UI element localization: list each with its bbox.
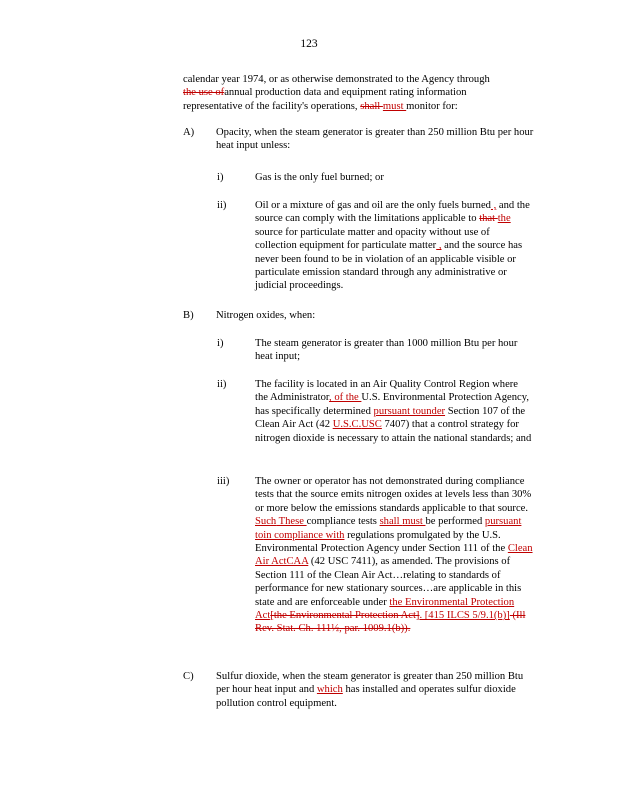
text-run: has installed and operates sulfur dioxide pollution control equipment.: [216, 684, 516, 709]
inserted-text: Clean Air Act: [255, 543, 533, 568]
text-run: and the source has never been found to be in violation of an applicable visible or particulate emission standard through any administrative or judicial proceedings.: [255, 240, 523, 292]
text-run: 7407) that a control strategy for nitrogen dioxide is necessary to attain the national standards; and: [255, 419, 532, 444]
section-b-iii-label: iii): [217, 476, 230, 487]
section-c-text: [216, 670, 538, 710]
text-run: The facility is located in an Air Quality Control Region where the Administrator: [255, 379, 519, 404]
inserted-text: U.S.C.: [332, 419, 362, 431]
inserted-text: in compliance with: [263, 529, 345, 541]
deleted-text: the use of: [183, 87, 225, 99]
text-run: (42 USC 7411), as amended. The provisions of Section 111 of the Clean Air Act…relating to standards of performance for new stationary sources…are applicable in this state and are enforceable under: [255, 556, 522, 608]
section-a-i-label: i): [217, 172, 224, 183]
intro-line-1: calendar year 1974, or as otherwise demonstrated to the Agency through: [183, 74, 490, 85]
inserted-text: pursuant to: [255, 516, 522, 541]
text-run: Sulfur dioxide, when the steam generator is greater than 250 million Btu per hour heat input and: [216, 671, 524, 696]
text-run: Section 107 of the Clean Air Act (42: [255, 405, 526, 431]
inserted-text: . [415 ILCS 5/9.1(b)]: [419, 610, 510, 622]
section-a-ii-label: ii): [217, 200, 227, 211]
section-b-label: B): [183, 310, 194, 321]
inserted-text: must: [402, 516, 426, 528]
intro-text: monitor for:: [406, 100, 458, 112]
section-a-i-text: Gas is the only fuel burned; or: [255, 172, 384, 183]
intro-line-3: [183, 100, 538, 113]
text-run: The owner or operator has not demonstrated during compliance tests that the source emits nitrogen oxides at levels less than 30% or more below the emissions standards applicable to that source.: [255, 476, 532, 514]
text-run: regulations promulgated by the U.S. Environmental Protection Agency under Section 111 of the: [255, 529, 508, 555]
inserted-text: must: [382, 100, 407, 112]
inserted-text: pursuant to: [373, 405, 421, 417]
section-a-ii-text: [255, 199, 533, 293]
section-a-label: A): [183, 127, 195, 138]
inserted-text: ,: [490, 200, 497, 211]
intro-paragraph: [183, 73, 538, 113]
section-b-ii-text: [255, 378, 533, 445]
inserted-text: shall: [379, 516, 403, 528]
text-run: be performed: [425, 516, 485, 528]
inserted-text: ,: [436, 240, 442, 252]
inserted-text: USC: [361, 419, 382, 431]
intro-line-2: [183, 86, 538, 99]
section-b-i-text: The steam generator is greater than 1000 million Btu per hour heat input;: [255, 338, 518, 363]
inserted-text: Such: [255, 516, 277, 528]
text-run: compliance tests: [306, 516, 380, 528]
inserted-text: the Environmental Protection Act: [255, 596, 515, 622]
section-b-i-label: i): [217, 338, 224, 349]
section-b-text: Nitrogen oxides, when:: [216, 310, 316, 321]
page-number: 123: [300, 38, 318, 50]
inserted-text: , of the: [329, 392, 362, 404]
deleted-text: shall: [360, 100, 383, 112]
section-b-iii-text: [255, 475, 533, 636]
deleted-text: (Ill Rev. Stat. Ch. 111½, par. 1009.1(b)).: [255, 610, 526, 635]
intro-text: annual production data and equipment rating information: [224, 87, 467, 99]
inserted-text: CAA: [286, 556, 309, 568]
inserted-text: under: [420, 405, 446, 417]
inserted-text: which: [316, 684, 343, 696]
text-run: and the source can comply with the limitations applicable to: [255, 200, 530, 225]
section-b-ii-label: ii): [217, 379, 227, 390]
inserted-text: the: [497, 213, 511, 225]
text-run: U.S. Environmental Protection Agency, has specifically determined: [255, 392, 530, 417]
text-run: Oil or a mixture of gas and oil are the only fuels burned: [255, 200, 491, 211]
deleted-text: that: [479, 213, 498, 225]
section-a-text: Opacity, when the steam generator is greater than 250 million Btu per hour heat input unless:: [216, 127, 534, 152]
text-run: source for particulate matter and opacity without use of collection equipment for particulate matter: [255, 226, 490, 252]
intro-text: representative of the facility's operations,: [183, 100, 361, 112]
deleted-text: [the Environmental Protection Act]: [270, 610, 420, 622]
section-c-label: C): [183, 671, 194, 682]
inserted-text: These: [276, 516, 307, 528]
